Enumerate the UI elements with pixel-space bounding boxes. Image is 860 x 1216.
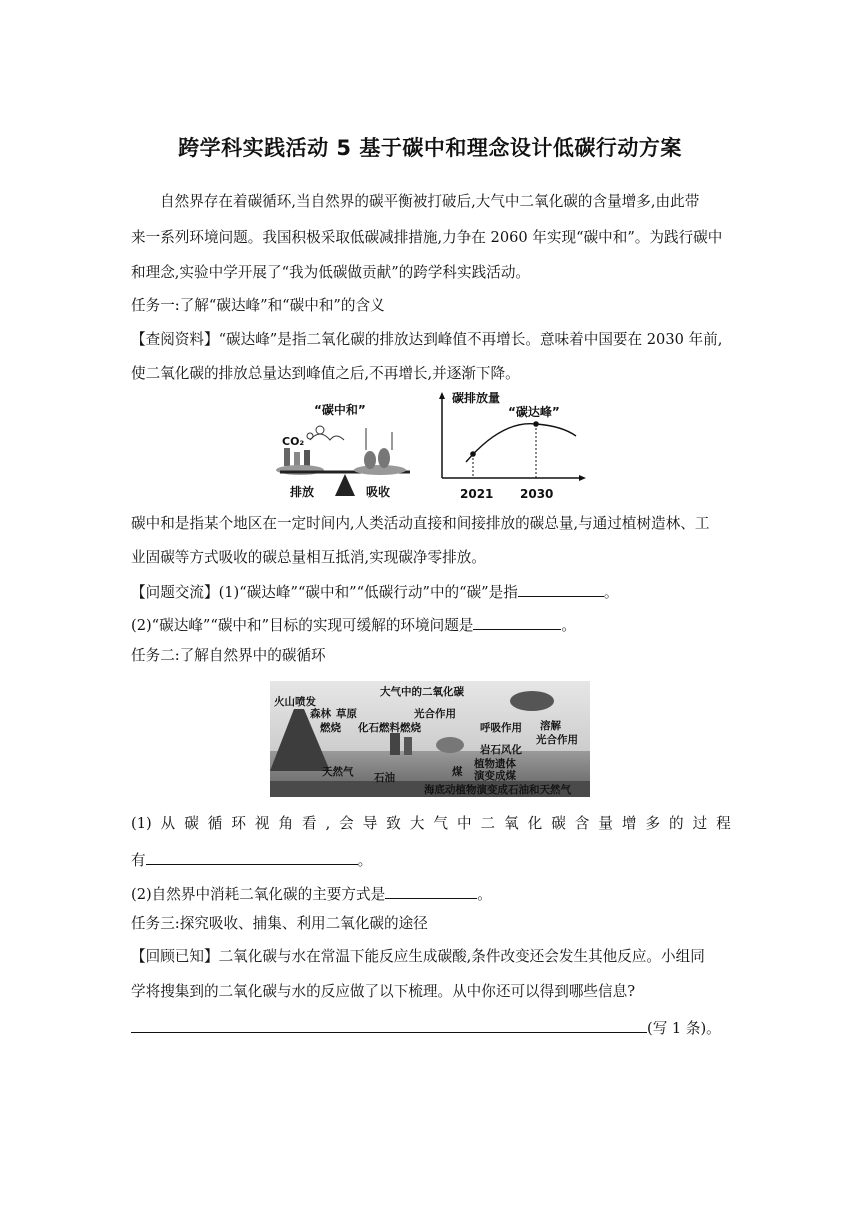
y-axis-label: 碳排放量	[452, 392, 501, 405]
task2-question-1-end: 。	[357, 852, 373, 869]
factory-icon	[390, 733, 400, 755]
peak-label: “碳达峰”	[508, 405, 560, 419]
question-char: 大	[409, 815, 425, 832]
tree-icon	[364, 451, 376, 469]
bubble-icon	[307, 433, 313, 439]
answer-suffix: (写 1 条)。	[647, 1020, 721, 1037]
lookup-paragraph-line: 【查阅资料】“碳达峰”是指二氧化碳的排放达到峰值不再增长。意味着中国要在 2030 年前,	[131, 331, 723, 348]
label-volcano: 火山喷发	[274, 696, 316, 708]
right-pan	[354, 465, 406, 475]
balance-base	[335, 474, 355, 496]
answer-blank[interactable]	[131, 1016, 647, 1033]
question-char: 从	[160, 815, 176, 832]
task3-heading: 任务三:探究吸收、捕集、利用二氧化碳的途径	[131, 915, 428, 932]
label-photosynthesis-1: 光合作用	[414, 708, 456, 720]
left-label: 排放	[290, 485, 315, 499]
question-char: (1)	[131, 815, 152, 832]
emission-curve	[466, 424, 576, 462]
question-char: 看	[302, 815, 317, 832]
question-1	[131, 580, 731, 603]
neutral-paragraph-line: 碳中和是指某个地区在一定时间内,人类活动直接和间接排放的碳总量,与通过植树造林、工	[131, 515, 710, 532]
question-2-end: 。	[561, 617, 577, 634]
task3-answer	[131, 1016, 731, 1039]
label-burn: 燃烧	[320, 722, 341, 734]
answer-blank[interactable]	[473, 613, 561, 630]
question-1-text: 【问题交流】(1)“碳达峰”“碳中和”“低碳行动”中的“碳”是指	[131, 584, 518, 601]
question-char: 化	[527, 815, 543, 832]
task2-question-2-text: (2)自然界中消耗二氧化碳的主要方式是	[131, 886, 386, 903]
label-plant-remains: 植物遗体	[474, 758, 516, 770]
label-rock-weathering: 岩石风化	[480, 744, 522, 756]
task2-question-2	[131, 882, 731, 905]
right-label: 吸收	[366, 485, 391, 499]
label-natural-gas: 天然气	[322, 766, 354, 778]
label-fossil-burn: 化石燃料燃烧	[358, 722, 421, 734]
page-title: 跨学科实践活动 5 基于碳中和理念设计低碳行动方案	[178, 136, 682, 160]
question-char: 量	[598, 815, 613, 832]
question-char: 会	[339, 815, 354, 832]
label-grassland: 草原	[336, 708, 357, 720]
co2-label: CO₂	[282, 435, 305, 448]
intro-paragraph-line: 来一系列环境问题。我国积极采取低碳减排措施,力争在 2060 年实现“碳中和”。为践行碳中	[131, 229, 723, 246]
chimney-icon	[304, 450, 310, 466]
lookup-paragraph-line: 使二氧化碳的排放总量达到峰值之后,不再增长,并逐渐下降。	[131, 365, 520, 382]
carbon-cycle-figure	[270, 681, 590, 797]
task1-heading: 任务一:了解“碳达峰”和“碳中和”的含义	[131, 297, 385, 314]
task2-heading: 任务二:了解自然界中的碳循环	[131, 647, 326, 664]
question-char: 碳	[184, 815, 199, 832]
label-coal: 煤	[452, 766, 463, 778]
animal-icon	[436, 737, 464, 753]
task2-question-1-line1	[131, 814, 731, 834]
neutral-paragraph-line: 业固碳等方式吸收的碳总量相互抵消,实现碳净零排放。	[131, 549, 486, 566]
cloud-icon	[510, 691, 554, 711]
task2-question-1-line2	[131, 848, 731, 871]
question-char: 致	[386, 815, 401, 832]
question-char: 多	[645, 815, 661, 832]
chimney-icon	[294, 452, 300, 466]
label-forest: 森林	[310, 708, 331, 720]
y-axis-arrow	[439, 392, 445, 399]
question-char: 氧	[504, 815, 519, 832]
factory-icon	[404, 737, 412, 755]
question-char: 环	[231, 815, 246, 832]
bubble-icon	[316, 426, 324, 434]
question-char: 程	[716, 815, 731, 832]
question-char: 含	[574, 815, 590, 832]
question-char: 增	[621, 815, 637, 832]
label-oil: 石油	[374, 772, 395, 784]
label-dissolve: 溶解	[540, 720, 561, 732]
review-paragraph-line: 【回顾已知】二氧化碳与水在常温下能反应生成碳酸,条件改变还会发生其他反应。小组同	[131, 948, 705, 965]
question-char: 碳	[551, 815, 566, 832]
label-photosynthesis-2: 光合作用	[536, 734, 578, 746]
question-char: 导	[362, 815, 378, 832]
intro-paragraph-line: 和理念,实验中学开展了“我为低碳做贡献”的跨学科实践活动。	[131, 264, 531, 281]
question-char: 过	[692, 815, 708, 832]
label-atmosphere: 大气中的二氧化碳	[380, 686, 464, 698]
question-2	[131, 613, 731, 636]
cloud-icon	[310, 434, 344, 440]
question-1-end: 。	[603, 584, 619, 601]
tree-icon	[378, 448, 390, 468]
review-paragraph-line: 学将搜集到的二氧化碳与水的反应做了以下梳理。从中你还可以得到哪些信息?	[131, 983, 636, 1000]
question-char: 中	[456, 815, 472, 832]
question-char: 循	[207, 815, 223, 832]
question-char: 视	[254, 815, 270, 832]
x-axis-arrow	[579, 475, 586, 481]
question-char: 二	[480, 815, 496, 832]
question-char: ,	[325, 815, 331, 832]
intro-paragraph-line: 自然界存在着碳循环,当自然界的碳平衡被打破后,大气中二氧化碳的含量增多,由此带	[160, 193, 700, 210]
x-tick-2030: 2030	[520, 487, 554, 501]
task2-question-1-lead: 有	[131, 852, 146, 869]
question-char: 气	[433, 815, 449, 832]
carbon-neutral-figure	[270, 392, 590, 504]
task2-question-2-end: 。	[477, 886, 492, 903]
chimney-icon	[284, 448, 290, 466]
answer-blank[interactable]	[146, 848, 358, 865]
label-to-coal: 演变成煤	[474, 770, 516, 782]
question-char: 角	[278, 815, 294, 832]
x-tick-2021: 2021	[460, 487, 494, 501]
answer-blank[interactable]	[385, 882, 477, 899]
question-2-text: (2)“碳达峰”“碳中和”目标的实现可缓解的环境问题是	[131, 617, 474, 634]
label-respiration: 呼吸作用	[480, 722, 522, 734]
balance-title: “碳中和”	[314, 403, 366, 417]
question-char: 的	[669, 815, 684, 832]
answer-blank[interactable]	[518, 580, 604, 597]
label-seabed: 海底动植物演变成石油和天然气	[424, 784, 571, 796]
